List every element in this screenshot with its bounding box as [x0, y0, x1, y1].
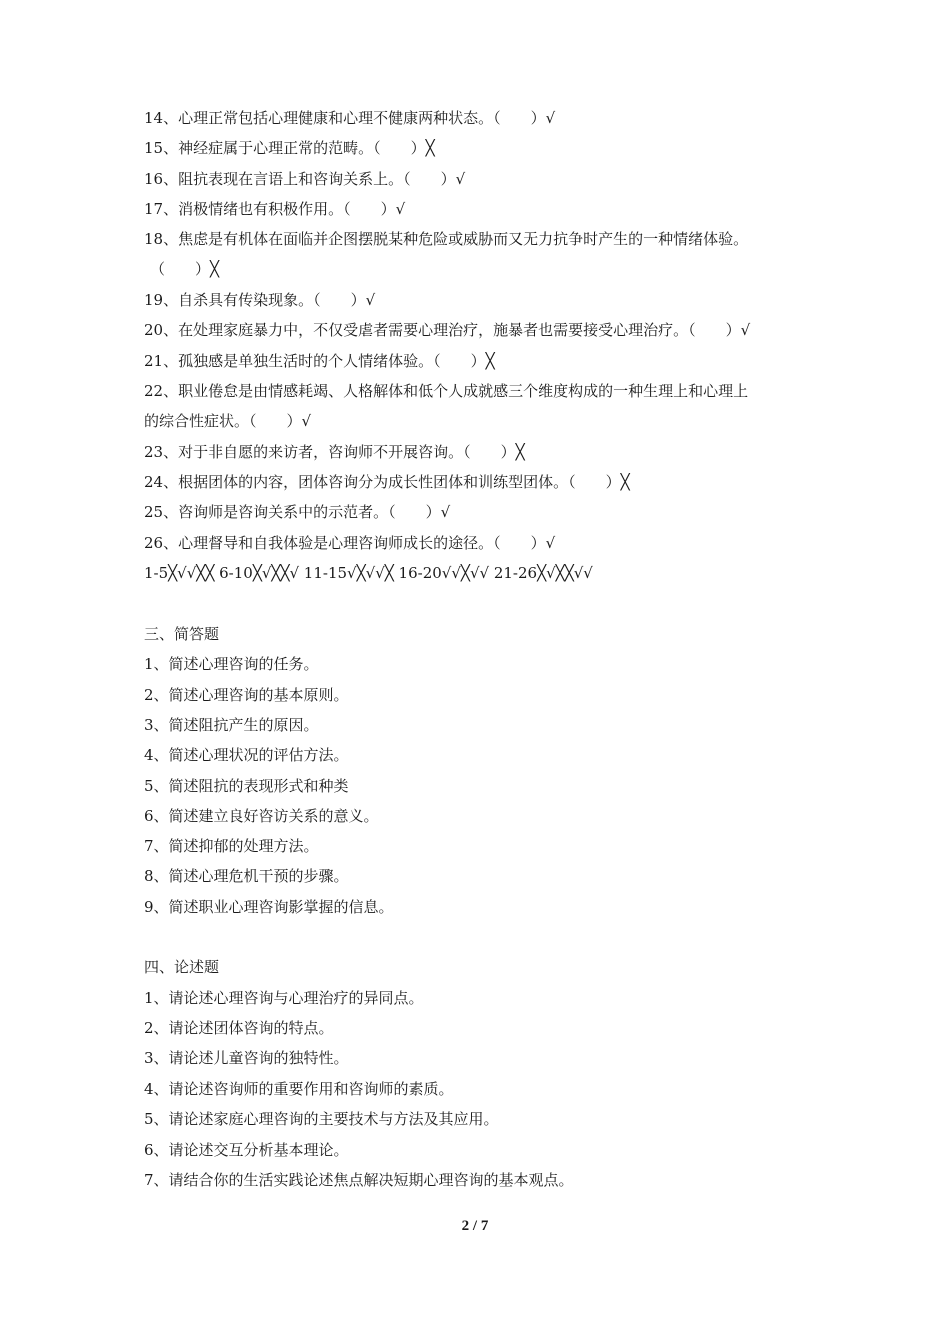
essay-item: 6、请论述交互分析基本理论。 [144, 1141, 349, 1159]
short-answer-item: 7、简述抑郁的处理方法。 [144, 837, 319, 855]
section-title-essay: 四、论述题 [144, 958, 220, 976]
page-number: 2 / 7 [461, 1218, 489, 1234]
short-answer-item: 8、简述心理危机干预的步骤。 [144, 867, 349, 885]
judgment-item-22-cont: 的综合性症状。（ ）√ [144, 412, 312, 430]
judgment-item-26: 26、心理督导和自我体验是心理咨询师成长的途径。（ ）√ [144, 534, 556, 552]
judgment-item-23: 23、对于非自愿的来访者，咨询师不开展咨询。（ ）╳ [144, 443, 525, 461]
answer-key: 1-5╳√√╳╳ 6-10╳√╳╳√ 11-15√╳√√╳ 16-20√√╳√√ 21-26╳√╳╳√√ [144, 564, 593, 582]
short-answer-item: 4、简述心理状况的评估方法。 [144, 746, 349, 764]
judgment-item-18-cont: （ ）╳ [150, 260, 220, 278]
judgment-item-25: 25、咨询师是咨询关系中的示范者。（ ）√ [144, 503, 451, 521]
judgment-item-20: 20、在处理家庭暴力中，不仅受虐者需要心理治疗，施暴者也需要接受心理治疗。（ ）√ [144, 321, 751, 339]
short-answer-item: 1、简述心理咨询的任务。 [144, 655, 319, 673]
judgment-item-22: 22、职业倦怠是由情感耗竭、人格解体和低个人成就感三个维度构成的一种生理上和心理上 [144, 382, 749, 400]
short-answer-item: 9、简述职业心理咨询影掌握的信息。 [144, 898, 394, 916]
short-answer-item: 5、简述阻抗的表现形式和种类 [144, 777, 349, 795]
essay-item: 1、请论述心理咨询与心理治疗的异同点。 [144, 989, 424, 1007]
essay-item: 3、请论述儿童咨询的独特性。 [144, 1049, 349, 1067]
judgment-item-15: 15、神经症属于心理正常的范畴。（ ）╳ [144, 139, 435, 157]
short-answer-item: 2、简述心理咨询的基本原则。 [144, 686, 349, 704]
judgment-item-17: 17、消极情绪也有积极作用。（ ）√ [144, 200, 406, 218]
short-answer-item: 3、简述阻抗产生的原因。 [144, 716, 319, 734]
judgment-item-24: 24、根据团体的内容，团体咨询分为成长性团体和训练型团体。（ ）╳ [144, 473, 630, 491]
judgment-item-19: 19、自杀具有传染现象。（ ）√ [144, 291, 376, 309]
section-title-short-answer: 三、简答题 [144, 625, 220, 643]
judgment-item-21: 21、孤独感是单独生活时的个人情绪体验。（ ）╳ [144, 352, 495, 370]
essay-item: 2、请论述团体咨询的特点。 [144, 1019, 334, 1037]
essay-item: 5、请论述家庭心理咨询的主要技术与方法及其应用。 [144, 1110, 499, 1128]
essay-item: 4、请论述咨询师的重要作用和咨询师的素质。 [144, 1080, 454, 1098]
short-answer-item: 6、简述建立良好咨访关系的意义。 [144, 807, 379, 825]
judgment-item-18: 18、焦虑是有机体在面临并企图摆脱某种危险或威胁而又无力抗争时产生的一种情绪体验。 [144, 230, 749, 248]
judgment-item-16: 16、阻抗表现在言语上和咨询关系上。（ ）√ [144, 170, 466, 188]
judgment-item-14: 14、心理正常包括心理健康和心理不健康两种状态。（ ）√ [144, 109, 556, 127]
essay-item: 7、请结合你的生活实践论述焦点解决短期心理咨询的基本观点。 [144, 1171, 574, 1189]
